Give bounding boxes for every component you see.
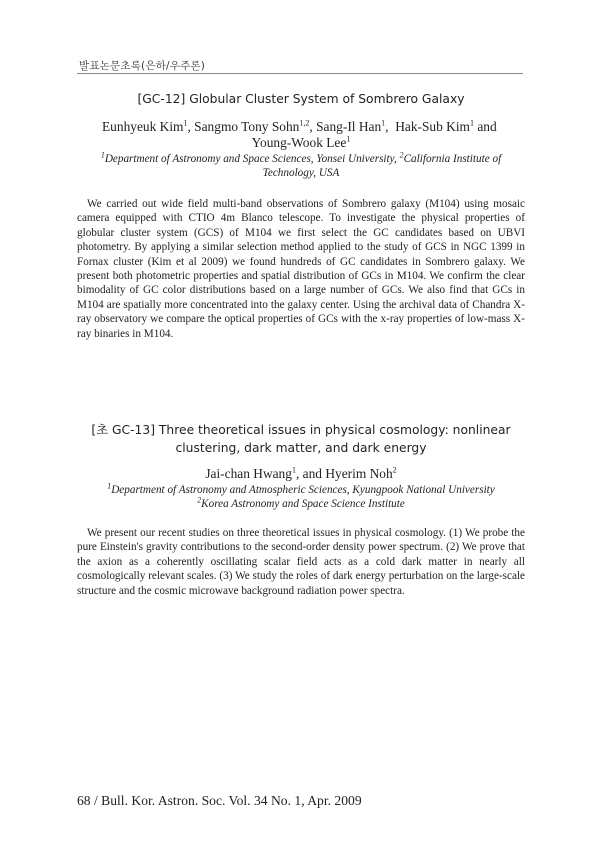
author-separator: , bbox=[385, 119, 396, 134]
abstract-title: [GC-12] Globular Cluster System of Sombrero Galaxy bbox=[137, 92, 465, 106]
affiliation-text: Department of Astronomy and Space Sciences, Yonsei University, bbox=[104, 153, 400, 165]
author-affil-mark: 1 bbox=[381, 118, 386, 128]
affiliations bbox=[77, 152, 525, 180]
affiliation-text: California Institute of Technology, USA bbox=[262, 153, 502, 179]
author-list bbox=[77, 466, 525, 482]
abstract-body: We carried out wide field multi-band observations of Sombrero galaxy (M104) using mosaic camera equipped with CTIO 4m Blanco telescope. To investigate the physical properties of globular cluster system (GCS) of M104 we first select the GC candidates based on UBVI photometry. By applying a similar selection method applied to the study of GCS in NGC 1399 in Fornax cluster (Kim et al 2009) we found hundreds of GC candidates in Sombrero galaxy. We present both photometric properties and spatial distribution of GCs in M104. We confirm the clear bimodality of GC color distributions based on a large number of GCs. We also find that GCs in M104 are spatially more concentrated into the galaxy center. Using the archival data of Chandra X-ray observatory we compare the optical properties of GCs with the x-ray properties of low-mass X-ray binaries in M104. bbox=[77, 198, 525, 340]
affiliation-text: Department of Astronomy and Atmospheric Sciences, Kyungpook National University bbox=[111, 484, 495, 496]
abstract-title: [초 GC-13] Three theoretical issues in physical cosmology: nonlinear clustering, dark matter, and dark energy bbox=[91, 423, 511, 455]
section-header-label: 발표논문초록(은하/우주론) bbox=[79, 60, 206, 72]
affil-mark: 1 bbox=[107, 481, 112, 491]
author-affil-mark: 1,2 bbox=[299, 118, 310, 128]
author-name: Jai-chan Hwang bbox=[205, 466, 292, 481]
author-affil-mark: 1 bbox=[346, 134, 351, 144]
author-affil-mark: 2 bbox=[392, 465, 397, 475]
author-affil-mark: 1 bbox=[291, 465, 296, 475]
author-separator: , bbox=[187, 119, 195, 134]
abstract-gc-12 bbox=[77, 90, 525, 341]
author-affil-mark: 1 bbox=[183, 118, 188, 128]
author-name: Sang-Il Han bbox=[316, 119, 382, 134]
author-separator: and bbox=[473, 119, 500, 134]
page-footer-citation: 68 / Bull. Kor. Astron. Soc. Vol. 34 No. 1, Apr. 2009 bbox=[77, 793, 362, 808]
abstract-body: We present our recent studies on three theoretical issues in physical cosmology. (1) We probe the pure Einstein's gravity contributions to the second-order density power spectrum. (2) We prove that the axion as a coherently oscillating scalar field acts as a cold dark matter in nearly all cosmologically relevant scales. (3) We study the roles of dark energy perturbation on the large-scale structure and the cosmic microwave background radiation power spectra. bbox=[77, 527, 525, 597]
abstract-gc-13 bbox=[77, 421, 525, 598]
affiliation-text: Korea Astronomy and Space Science Institute bbox=[201, 498, 405, 510]
author-name: Hyerim Noh bbox=[325, 466, 393, 481]
author-name: Eunhyeuk Kim bbox=[102, 119, 184, 134]
author-affil-mark: 1 bbox=[469, 118, 474, 128]
author-separator: , bbox=[309, 119, 317, 134]
header-divider bbox=[77, 73, 523, 74]
affiliations bbox=[77, 483, 525, 511]
affil-mark: 1 bbox=[100, 150, 105, 160]
affil-mark: 2 bbox=[399, 150, 404, 160]
author-name: Sangmo Tony Sohn bbox=[194, 119, 300, 134]
affil-mark: 2 bbox=[197, 495, 202, 505]
author-separator: , and bbox=[295, 466, 326, 481]
author-list bbox=[77, 119, 525, 151]
author-name: Young-Wook Lee bbox=[251, 135, 347, 150]
author-name: Hak-Sub Kim bbox=[395, 119, 470, 134]
